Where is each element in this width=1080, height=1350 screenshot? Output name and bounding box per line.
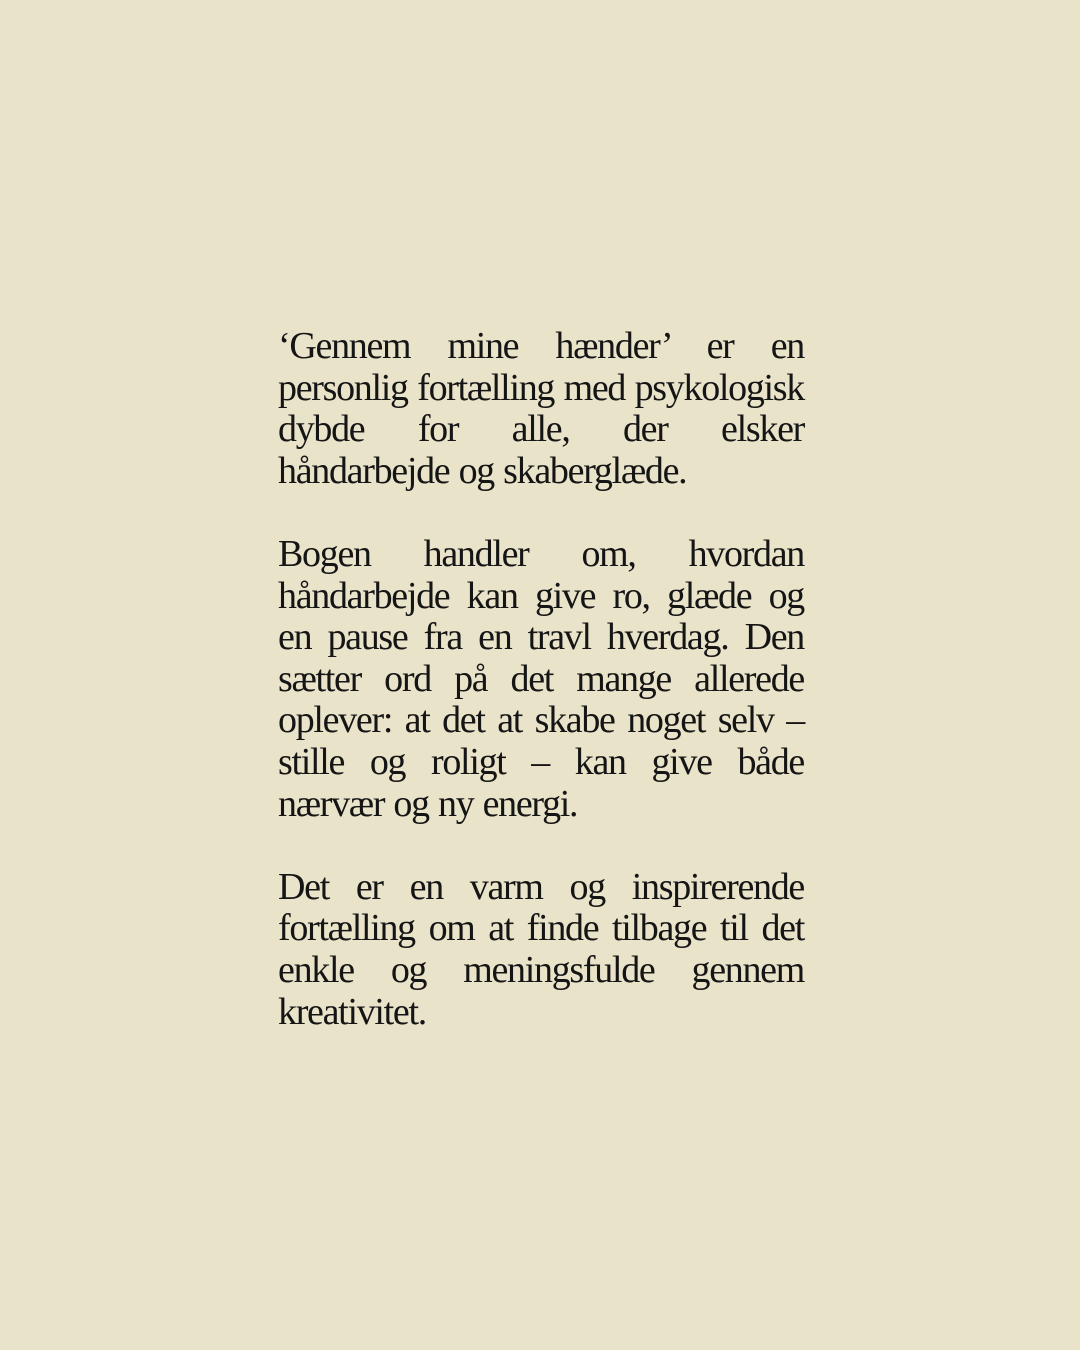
book-description: [278, 326, 804, 1033]
description-paragraph-closing: Det er en varm og inspirerende fortælling om at finde tilbage til det enkle og meningsfulde gennem kreativitet.: [278, 865, 804, 1033]
description-paragraph-content: Bogen handler om, hvordan håndarbejde kan give ro, glæde og en pause fra en travl hverdag. Den sætter ord på det mange allerede oplever: at det at skabe noget selv – stille og roligt – kan give både nærvær og ny energi.: [278, 532, 804, 825]
description-paragraph-intro: ‘Gennem mine hænder’ er en personlig fortælling med psykologisk dybde for alle, der elsker håndarbejde og skaberglæde.: [278, 325, 804, 492]
